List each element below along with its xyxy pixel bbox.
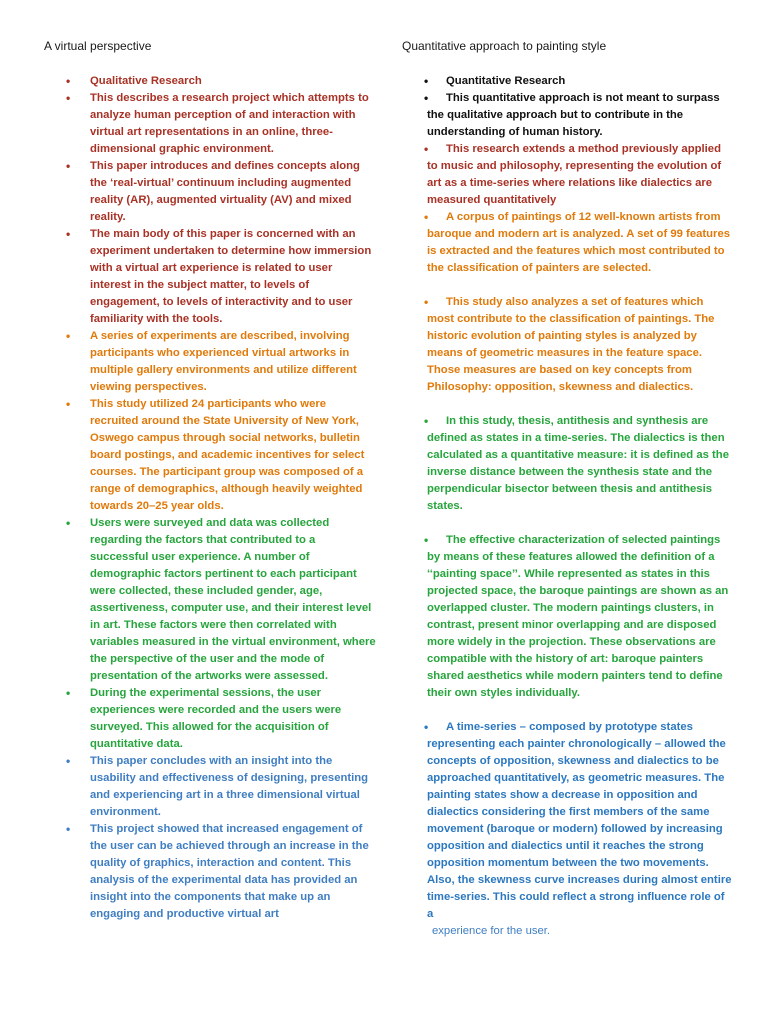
right-column (402, 38, 732, 940)
list-item: • This project showed that increased engagement of the user can be achieved through an increase in the quality of graphics, interaction and content. This analysis of the experimental data has provided an insight into the components that make up an engaging and productive virtual art (44, 821, 376, 923)
list-item: • The main body of this paper is concerned with an experiment undertaken to determine how immersion with a virtual art experience is related to user interest in the subject matter, to levels of engagement, to levels of interactivity and to user familiarity with the tools. (44, 226, 376, 328)
list-item: • This research extends a method previously applied to music and philosophy, representing the evolution of art as a time-series where relations like dialectics are measured quantitatively (402, 141, 732, 209)
left-bullet-list (44, 73, 376, 923)
list-item: • Qualitative Research (44, 73, 376, 90)
list-item: • During the experimental sessions, the user experiences were recorded and the users were surveyed. This allowed for the acquisition of quantitative data. (44, 685, 376, 753)
list-item: • This paper concludes with an insight into the usability and effectiveness of designing, presenting and experiencing art in a three dimensional virtual environment. (44, 753, 376, 821)
right-heading: Quantitative approach to painting style (402, 39, 607, 53)
list-item: • This describes a research project which attempts to analyze human perception of and interaction with virtual art representations in an online, three-dimensional graphic environment. (44, 90, 376, 158)
list-item: • Quantitative Research (402, 73, 732, 90)
right-bullet-list (402, 73, 732, 940)
list-item: • A time-series – composed by prototype states representing each painter chronologically – allowed the concepts of opposition, skewness and dialectics to be approached quantitatively, as geometric measures. The painting states show a decrease in opposition and dialectics considering the first members of the same movement (baroque or modern) followed by increasing opposition and dialectics until it reaches the strong opposition momentum between the two movements. Also, the skewness curve increases during almost entire time-series. This could reflect a strong influence role of a (402, 719, 732, 923)
left-heading: A virtual perspective (44, 39, 152, 53)
list-item: • This study also analyzes a set of features which most contribute to the classification of paintings. The historic evolution of painting styles is analyzed by means of geometric measures in the feature space. Those measures are based on key concepts from Philosophy: opposition, skewness and dialectics. (402, 294, 732, 396)
list-item-continuation: experience for the user. (432, 925, 551, 937)
left-column (44, 38, 376, 923)
list-item: • A corpus of paintings of 12 well-known artists from baroque and modern art is analyzed. A set of 99 features is extracted and the features which most contributed to the classification of painters are selected. (402, 209, 732, 277)
list-item: • This study utilized 24 participants who were recruited around the State University of New York, Oswego campus through social networks, bulletin board postings, and academic incentives for select courses. The participant group was composed of a range of demographics, although heavily weighted towards 20–25 year olds. (44, 396, 376, 515)
list-item: • This quantitative approach is not meant to surpass the qualitative approach but to contribute in the understanding of human history. (402, 90, 732, 141)
list-item: • Users were surveyed and data was collected regarding the factors that contributed to a successful user experience. A number of demographic factors pertinent to each participant were collected, these included gender, age, assertiveness, computer use, and their interest level in art. These factors were then correlated with variables measured in the virtual environment, where the perspective of the user and the mode of presentation of the artworks were assessed. (44, 515, 376, 685)
list-item: • The effective characterization of selected paintings by means of these features allowed the definition of a ‘‘painting space’’. While represented as states in this projected space, the baroque paintings are shown as an overlapped cluster. The modern paintings clusters, in contrast, present minor overlapping and are disposed more widely in the projection. These observations are compatible with the history of art: baroque painters shared aesthetics while modern painters tend to define their own styles individually. (402, 532, 732, 702)
list-item: • This paper introduces and defines concepts along the ‘real-virtual’ continuum including augmented reality (AR), augmented virtuality (AV) and mixed reality. (44, 158, 376, 226)
list-item: • In this study, thesis, antithesis and synthesis are defined as states in a time-series. The dialectics is then calculated as a quantitative measure: it is defined as the inverse distance between the synthesis state and the perpendicular bisector between thesis and antithesis states. (402, 413, 732, 515)
list-item: • A series of experiments are described, involving participants who experienced virtual artworks in multiple gallery environments and utilize different viewing perspectives. (44, 328, 376, 396)
